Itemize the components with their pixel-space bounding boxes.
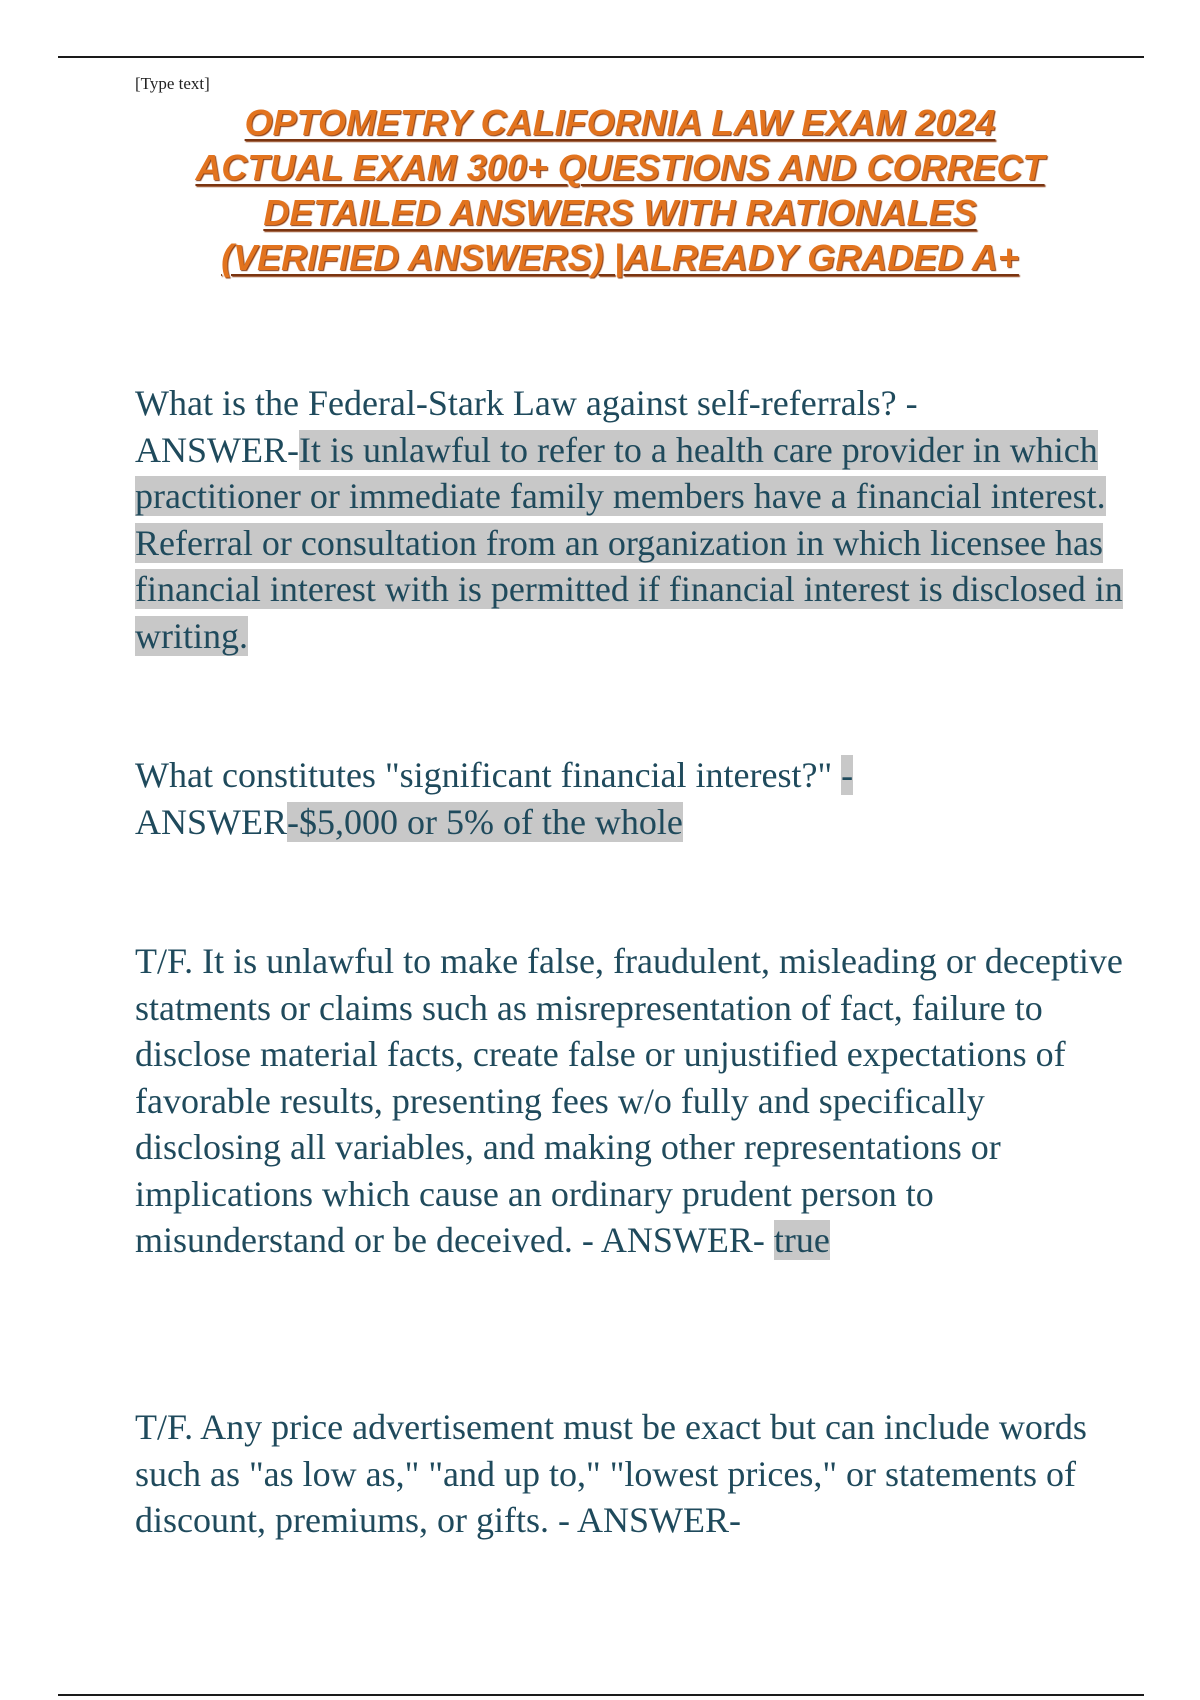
title-line-2: ACTUAL EXAM 300+ QUESTIONS AND CORRECT xyxy=(195,147,1045,188)
question-text: What constitutes "significant financial interest?" xyxy=(135,755,842,795)
question-text: T/F. Any price advertisement must be exact but can include words such as "as low as," "and up to," "lowest prices," or statements of discount, premiums, or gifts. - ANSWER- xyxy=(135,1407,1087,1540)
answer-dash: - xyxy=(841,755,854,795)
answer-text: It is unlawful to refer to a health care provider in which practitioner or immediate family members have a financial interest. Referral or consultation from an organization in which licensee has financial interest with is permitted if financial interest is disclosed in writing. xyxy=(135,429,1123,656)
top-rule xyxy=(58,56,1144,58)
question-text: What is the Federal-Stark Law against self-referrals? - xyxy=(135,383,918,423)
title-line-3: DETAILED ANSWERS WITH RATIONALES xyxy=(263,192,977,233)
qa-item-2 xyxy=(135,752,1135,845)
qa-item-3 xyxy=(135,938,1135,1264)
question-text: T/F. It is unlawful to make false, fraudulent, misleading or deceptive statments or claims such as misrepresentation of fact, failure to disclose material facts, create false or unjustified expectations of favorable results, presenting fees w/o fully and specifically disclosing all variables, and making other representations or implications which cause an ordinary prudent person to misunderstand or be deceived. - ANSWER- xyxy=(135,941,1123,1260)
title-line-1: OPTOMETRY CALIFORNIA LAW EXAM 2024 xyxy=(244,102,996,143)
header-placeholder: [Type text] xyxy=(135,74,210,93)
answer-text: -$5,000 or 5% of the whole xyxy=(287,801,683,842)
answer-text: true xyxy=(773,1220,830,1260)
answer-label: ANSWER- xyxy=(135,429,299,470)
title-line-4: (VERIFIED ANSWERS) |ALREADY GRADED A+ xyxy=(221,237,1019,278)
document-title xyxy=(100,100,1140,280)
answer-label: ANSWER xyxy=(135,801,287,842)
qa-item-1 xyxy=(135,380,1135,659)
qa-item-4 xyxy=(135,1404,1135,1544)
bottom-rule xyxy=(58,1694,1144,1696)
